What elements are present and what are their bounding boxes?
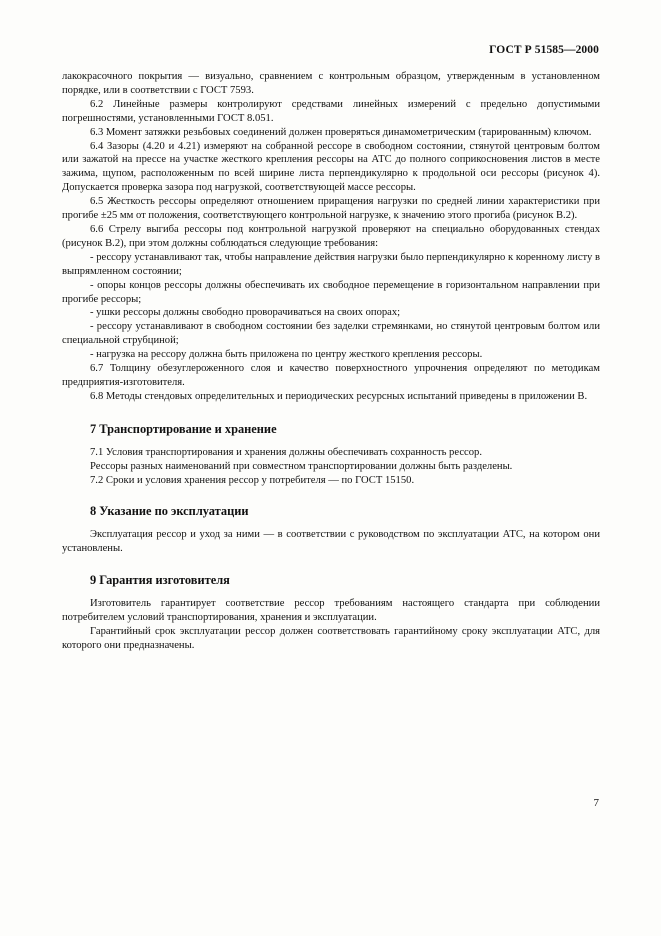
paragraph-6-5: 6.5 Жесткость рессоры определяют отношением приращения нагрузки по средней линии характеристики при прогибе ±25 мм от положения, соответствующего контрольной нагрузке, к значению этого прогиба (рисунок В.2).: [62, 196, 600, 222]
paragraph-6-4: 6.4 Зазоры (4.20 и 4.21) измеряют на собранной рессоре в свободном состоянии, стянутой центровым болтом или зажатой на прессе на участке жесткого крепления рессоры на АТС до полного соприкосновения листов в месте зажима, щупом, расположенным по всей ширине листа перпендикулярно к продольной оси рессоры (рисунок 4). Допускается проверка зазора под нагрузкой, соответствующей массе рессоры.: [62, 140, 600, 194]
document-body: [62, 70, 600, 653]
paragraph-8: Эксплуатация рессор и уход за ними — в соответствии с руководством по эксплуатации АТС, на котором они установлены.: [62, 529, 600, 555]
paragraph-9-1: Изготовитель гарантирует соответствие рессор требованиям настоящего стандарта при соблюдении потребителем условий транспортирования, хранения и эксплуатации.: [62, 598, 600, 624]
section-7-heading: 7 Транспортирование и хранение: [90, 421, 277, 436]
list-item: - ушки рессоры должны свободно проворачиваться на своих опорах;: [90, 307, 401, 319]
paragraph-6-3: 6.3 Момент затяжки резьбовых соединений должен проверяться динамометрическим (тарированным) ключом.: [90, 126, 592, 138]
paragraph-9-2: Гарантийный срок эксплуатации рессор должен соответствовать гарантийному сроку эксплуатации АТС, для которого они предназначены.: [62, 626, 600, 651]
list-item: - рессору устанавливают так, чтобы направление действия нагрузки было перпендикулярно к коренному листу в выпрямленном состоянии;: [62, 251, 600, 277]
paragraph-6-8: 6.8 Методы стендовых определительных и периодических ресурсных испытаний приведены в приложении В.: [90, 390, 588, 402]
paragraph-7-2: 7.2 Сроки и условия хранения рессор у потребителя — по ГОСТ 15150.: [90, 474, 415, 486]
document-code-header: ГОСТ Р 51585—2000: [489, 44, 599, 56]
section-8-heading: 8 Указание по эксплуатации: [90, 504, 249, 519]
paragraph-continuation: лакокрасочного покрытия — визуально, сравнением с контрольным образцом, утвержденным в установленном порядке, или в соответствии с ГОСТ 7593.: [62, 71, 600, 96]
paragraph-7-1-cont: Рессоры разных наименований при совместном транспортировании должны быть разделены.: [90, 460, 513, 472]
paragraph-6-6: 6.6 Стрелу выгиба рессоры под контрольной нагрузкой проверяют на специально оборудованных стендах (рисунок В.2), при этом должны соблюдаться следующие требования:: [62, 223, 600, 249]
paragraph-6-7: 6.7 Толщину обезуглероженного слоя и качество поверхностного упрочнения определяют по методикам предприятия-изготовителя.: [62, 363, 600, 388]
paragraph-7-1: 7.1 Условия транспортирования и хранения должны обеспечивать сохранность рессор.: [90, 446, 482, 458]
section-9-heading: 9 Гарантия изготовителя: [90, 573, 230, 588]
list-item: - нагрузка на рессору должна быть приложена по центру жесткого крепления рессоры.: [90, 349, 483, 361]
page-number: 7: [593, 797, 599, 809]
list-item: - рессору устанавливают в свободном состоянии без заделки стремянками, но стянутой центровым болтом или специальной струбциной;: [62, 321, 600, 347]
paragraph-6-2: 6.2 Линейные размеры контролируют средствами линейных измерений с предельно допустимыми погрешностями, установленными ГОСТ 8.051.: [62, 98, 600, 124]
list-item: - опоры концов рессоры должны обеспечивать их свободное перемещение в горизонтальном направлении при прогибе рессоры;: [62, 279, 600, 305]
